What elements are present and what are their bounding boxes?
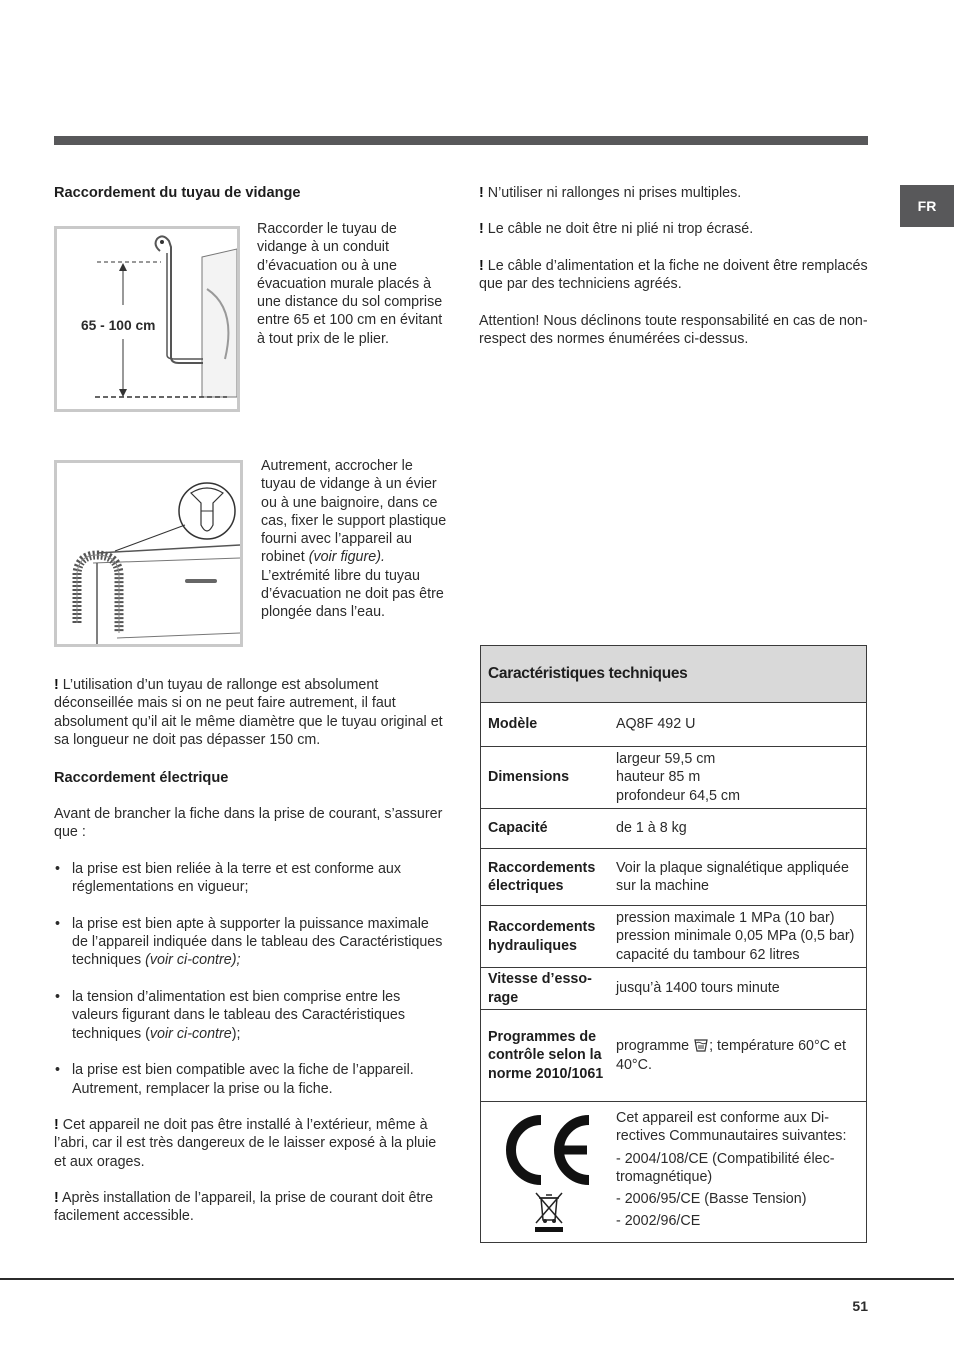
checklist-item: • la prise est bien apte à supporter la puissance maximale de l’appareil indiquée dans le tableau des Caractéristiques techniques (voir ci-contre); [54,915,446,970]
top-rule [54,136,868,145]
warning-cable-replace: ! Le câble d’alimentation et la fiche ne doivent être remplacés que par des techniciens agréés. [479,258,868,293]
drain-instructions: Raccorder le tuyau de vidange à un conduit d’évacuation ou à une évacuation murale placés à une distance du sol comprise entre 65 et 100 cm en évitant à tout prix de le plier. [257,221,443,347]
specifications-table [480,645,867,1243]
spec-label: Programmes de contrôle selon la norme 2010/1061 [488,1029,604,1082]
spec-label: Modèle [488,716,538,733]
spec-label: Dimensions [488,769,570,786]
drain-section-title: Raccordement du tuyau de vidange [54,185,301,201]
spec-label: Raccordements électriques [488,859,596,894]
language-tab: FR [900,185,954,227]
spec-value: de 1 à 8 kg [616,820,687,837]
spec-row-dimensions [481,747,866,809]
spec-row-electrical [481,849,866,906]
checklist-item: • la tension d’alimentation est bien comprise entre les valeurs figurant dans le tableau des Caractéristiques techniques (voir ci-contre); [54,988,446,1043]
extension-warning: ! L’utilisation d’un tuyau de rallonge est absolument déconseillée mais si on ne peut faire autrement, il faut absolument qu’il ait le même diamètre que le tuyau original et sa longueur ne doit pas dépasser 150 cm. [54,677,443,748]
height-range-label: 65 - 100 cm [81,318,156,333]
drain-height-figure [54,226,240,412]
spec-row-spin-speed [481,968,866,1010]
electrical-checklist [54,860,446,1116]
certification-marks [481,1102,616,1242]
spec-label: Vitesse d’esso-rage [488,971,592,1006]
weee-bin-icon [532,1190,566,1232]
conformity-text: Cet appareil est conforme aux Di-rectives Communautaires suivantes: - 2004/108/CE (Compatibilité élec-tromagnétique) - 2006/95/CE (Basse Tension) - 2002/96/CE [616,1110,847,1230]
cotton-programme-icon [693,1037,709,1053]
spec-value: jusqu’à 1400 tours minute [616,980,780,997]
liability-notice: Attention! Nous déclinons toute responsabilité en cas de non-respect des normes énumérées ci-dessus. [479,313,868,348]
specifications-title: Caractéristiques techniques [481,646,866,703]
spec-row-capacity [481,809,866,849]
spec-row-hydraulic [481,906,866,968]
spec-value: programme ; température 60°C et 40°C. [616,1038,846,1073]
spec-row-model [481,703,866,747]
spec-value: Voir la plaque signalétique appliquée sur la machine [616,859,849,894]
spec-value: AQ8F 492 U [616,716,696,733]
socket-access-warning: ! Après installation de l’appareil, la prise de courant doit être facilement accessible. [54,1190,434,1225]
page-number: 51 [852,1298,868,1314]
spec-row-test-programmes [481,1010,866,1102]
spec-label: Raccordements hydrauliques [488,919,596,954]
spec-label: Capacité [488,820,548,837]
electrical-section-title: Raccordement électrique [54,770,229,786]
spec-row-conformity [481,1102,866,1242]
checklist-item: • la prise est bien compatible avec la fiche de l’appareil. Autrement, remplacer la prise ou la fiche. [54,1061,446,1098]
spec-value: pression maximale 1 MPa (10 bar) pression minimale 0,05 MPa (0,5 bar) capacité du tambour 62 litres [616,910,855,963]
spec-value: largeur 59,5 cm hauteur 85 m profondeur 64,5 cm [616,751,740,804]
electrical-intro: Avant de brancher la fiche dans la prise de courant, s’assurer que : [54,806,443,841]
sink-hook-illustration [57,463,240,644]
checklist-item: • la prise est bien reliée à la terre et est conforme aux réglementations en vigueur; [54,860,446,897]
sink-hook-figure [54,460,243,647]
warning-no-extension: ! N’utiliser ni rallonges ni prises multiples. [479,185,742,201]
warning-cable-bend: ! Le câble ne doit être ni plié ni trop écrasé. [479,221,754,237]
sink-instructions: Autrement, accrocher le tuyau de vidange à un évier ou à une baignoire, dans ce cas, fixer le support plastique fourni avec l’appareil au robinet (voir figure). L’extrémité libre du tuyau d’évacuation ne doit pas être plongée dans l’eau. [261,458,447,621]
ce-mark-icon [501,1112,597,1188]
bottom-rule [0,1278,954,1280]
outdoor-warning: ! Cet appareil ne doit pas être installé à l’extérieur, même à l’abri, car il est très dangereux de le laisser exposé à la pluie et aux orages. [54,1117,437,1170]
